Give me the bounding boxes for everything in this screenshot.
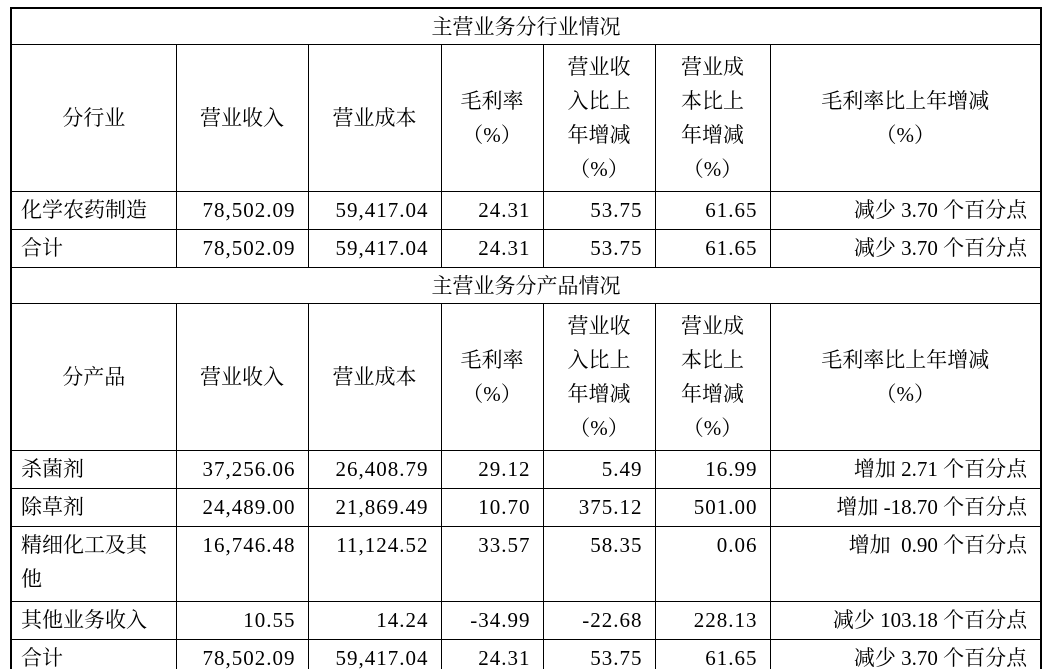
cost-cell: 11,124.52: [308, 527, 441, 602]
column-header-row: [11, 304, 1041, 451]
section-title: 主营业务分产品情况: [11, 268, 1041, 304]
revenue-cell: 37,256.06: [176, 451, 308, 489]
margin-cell: -34.99: [441, 602, 543, 640]
cost-change-cell: 501.00: [655, 489, 770, 527]
column-header-cost: 营业成本: [308, 45, 441, 192]
table-row: [11, 527, 1041, 602]
section-title-row: [11, 8, 1041, 45]
margin-cell: 33.57: [441, 527, 543, 602]
margin-cell: 24.31: [441, 640, 543, 669]
revenue-change-cell: 53.75: [543, 640, 655, 669]
cost-change-cell: 228.13: [655, 602, 770, 640]
margin-change-cell: 增加 0.90 个百分点: [770, 527, 1041, 602]
column-header-cost-change: 营业成 本比上 年增减 （%）: [655, 304, 770, 451]
cost-change-cell: 16.99: [655, 451, 770, 489]
margin-change-cell: 增加 2.71 个百分点: [770, 451, 1041, 489]
revenue-cell: 78,502.09: [176, 192, 308, 230]
margin-cell: 24.31: [441, 230, 543, 268]
cost-change-cell: 61.65: [655, 192, 770, 230]
column-header-revenue: 营业收入: [176, 304, 308, 451]
revenue-cell: 10.55: [176, 602, 308, 640]
revenue-change-cell: 58.35: [543, 527, 655, 602]
row-label: 其他业务收入: [11, 602, 176, 640]
revenue-cell: 24,489.00: [176, 489, 308, 527]
cost-cell: 59,417.04: [308, 230, 441, 268]
table-row: [11, 451, 1041, 489]
section-title-row: [11, 268, 1041, 304]
table-row: [11, 602, 1041, 640]
row-label: 杀菌剂: [11, 451, 176, 489]
column-header-row: [11, 45, 1041, 192]
column-header-cost: 营业成本: [308, 304, 441, 451]
column-header-margin: 毛利率 （%）: [441, 304, 543, 451]
cost-change-cell: 61.65: [655, 640, 770, 669]
table-row: [11, 489, 1041, 527]
margin-change-cell: 减少 3.70 个百分点: [770, 230, 1041, 268]
revenue-cell: 16,746.48: [176, 527, 308, 602]
table-row: [11, 192, 1041, 230]
column-header-margin-change: 毛利率比上年增减 （%）: [770, 304, 1041, 451]
margin-change-cell: 减少 3.70 个百分点: [770, 192, 1041, 230]
column-header-industry: 分行业: [11, 45, 176, 192]
column-header-margin-change: 毛利率比上年增减 （%）: [770, 45, 1041, 192]
section-title: 主营业务分行业情况: [11, 8, 1041, 45]
margin-change-cell: 减少 103.18 个百分点: [770, 602, 1041, 640]
column-header-margin: 毛利率 （%）: [441, 45, 543, 192]
cost-change-cell: 0.06: [655, 527, 770, 602]
cost-cell: 14.24: [308, 602, 441, 640]
row-label: 合计: [11, 230, 176, 268]
margin-cell: 10.70: [441, 489, 543, 527]
table-row: [11, 640, 1041, 669]
revenue-change-cell: 53.75: [543, 192, 655, 230]
cost-change-cell: 61.65: [655, 230, 770, 268]
table-row: [11, 230, 1041, 268]
revenue-cell: 78,502.09: [176, 230, 308, 268]
row-label: 除草剂: [11, 489, 176, 527]
cost-cell: 26,408.79: [308, 451, 441, 489]
column-header-product: 分产品: [11, 304, 176, 451]
cost-cell: 59,417.04: [308, 640, 441, 669]
column-header-revenue: 营业收入: [176, 45, 308, 192]
row-label: 化学农药制造: [11, 192, 176, 230]
row-label: 精细化工及其 他: [11, 527, 176, 602]
revenue-cell: 78,502.09: [176, 640, 308, 669]
column-header-cost-change: 营业成 本比上 年增减 （%）: [655, 45, 770, 192]
cost-cell: 21,869.49: [308, 489, 441, 527]
margin-cell: 24.31: [441, 192, 543, 230]
margin-change-cell: 减少 3.70 个百分点: [770, 640, 1041, 669]
row-label: 合计: [11, 640, 176, 669]
cost-cell: 59,417.04: [308, 192, 441, 230]
column-header-revenue-change: 营业收 入比上 年增减 （%）: [543, 45, 655, 192]
revenue-change-cell: 375.12: [543, 489, 655, 527]
column-header-revenue-change: 营业收 入比上 年增减 （%）: [543, 304, 655, 451]
revenue-change-cell: 5.49: [543, 451, 655, 489]
revenue-change-cell: 53.75: [543, 230, 655, 268]
revenue-change-cell: -22.68: [543, 602, 655, 640]
margin-change-cell: 增加 -18.70 个百分点: [770, 489, 1041, 527]
margin-cell: 29.12: [441, 451, 543, 489]
main-business-table: [10, 7, 1042, 669]
